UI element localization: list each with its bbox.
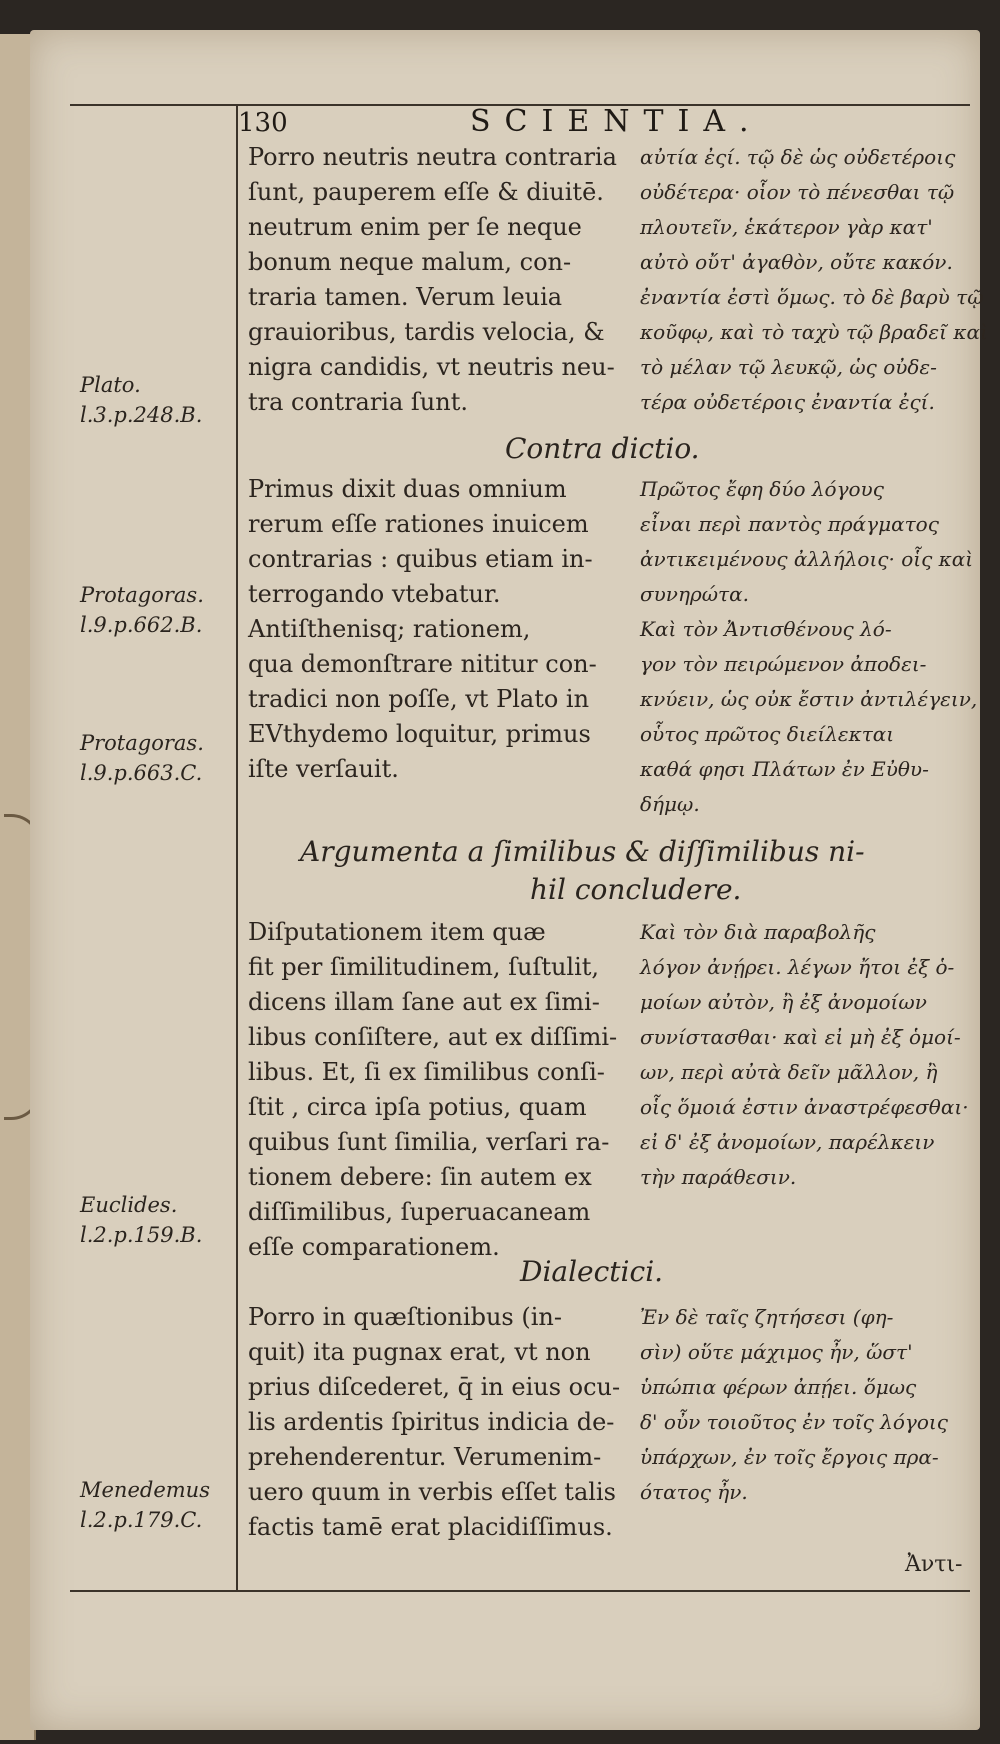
text-line: ἀντικειμένους ἀλλήλοις· οἷς καὶ (640, 547, 974, 571)
text-line: εἶναι περὶ παντὸς πράγματος (640, 512, 939, 536)
text-line: Καὶ τὸν διὰ παραβολῆς (640, 920, 876, 944)
text-line: grauioribus, tardis velocia, & (248, 318, 605, 346)
text-line: prius diſcederet, q̄ in eius ocu- (248, 1373, 621, 1401)
text-line: ων, περὶ αὐτὰ δεῖν μᾶλλον, ἢ (640, 1060, 938, 1084)
text-line: Porro neutris neutra contraria (248, 143, 617, 171)
margin-reference (80, 728, 204, 788)
text-line: lis ardentis ſpiritus indicia de- (248, 1408, 615, 1436)
text-line: diſſimilibus, ſuperuacaneam (248, 1198, 591, 1226)
latin-text-block (248, 1300, 621, 1545)
text-line: quibus ſunt ſimilia, verſari ra- (248, 1128, 610, 1156)
text-line: nigra candidis, vt neutris neu- (248, 353, 615, 381)
text-line: traria tamen. Verum leuia (248, 283, 563, 311)
text-line: libus. Et, ſi ex ſimilibus conſi- (248, 1058, 605, 1086)
text-line: γον τὸν πειρώμενον ἀποδει- (640, 652, 927, 676)
text-line: ſtit , circa ipſa potius, quam (248, 1093, 587, 1121)
reference-locus: l.2.p.179.C. (80, 1508, 203, 1532)
page-number: 130 (238, 108, 288, 138)
text-line: οἷς ὅμοιά ἐστιν ἀναστρέφεσθαι· (640, 1095, 969, 1119)
text-line: κνύειν, ὡς οὐκ ἔστιν ἀντιλέγειν, (640, 687, 978, 711)
text-line: dicens illam ſane aut ex ſimi- (248, 988, 600, 1016)
text-line: συνίστασθαι· καὶ εἰ μὴ ἐξ ὁμοί- (640, 1025, 961, 1049)
text-line: συνηρώτα. (640, 582, 749, 606)
margin-reference (80, 1190, 202, 1250)
section-heading: Contra dictio. (505, 432, 700, 465)
text-line: δήμῳ. (640, 792, 700, 816)
greek-text-block (640, 1300, 960, 1510)
latin-text-block (248, 472, 618, 787)
text-line: bonum neque malum, con- (248, 248, 572, 276)
text-line: fit per ſimilitudinem, ſuſtulit, (248, 953, 600, 981)
section-heading: Argumenta a ſimilibus & diſſimilibus ni- (300, 835, 865, 868)
text-line: Diſputationem item quæ (248, 918, 546, 946)
reference-locus: l.9.p.662.B. (80, 613, 203, 637)
text-line: κοῦφῳ, καὶ τὸ ταχὺ τῷ βραδεῖ καὶ (640, 320, 988, 344)
text-line: iſte verſauit. (248, 755, 399, 783)
text-line: Porro in quæſtionibus (in- (248, 1303, 562, 1331)
latin-text-block (248, 915, 618, 1265)
reference-author: Menedemus (80, 1478, 210, 1502)
text-line: αὐτὸ οὔτ' ἀγαθὸν, οὔτε κακόν. (640, 250, 953, 274)
text-line: EVthydemo loquitur, primus (248, 720, 591, 748)
latin-text-block (248, 140, 618, 420)
text-line: αὐτία ἐςί. τῷ δὲ ὡς οὐδετέροις (640, 145, 956, 169)
text-line: ſunt, pauperem eſſe & diuitē. (248, 178, 604, 206)
text-line: qua demonſtrare nititur con- (248, 650, 597, 678)
text-line: μοίων αὐτὸν, ἢ ἐξ ἀνομοίων (640, 990, 927, 1014)
section-heading: hil concludere. (530, 873, 742, 906)
margin-reference (80, 1475, 210, 1535)
text-line: ἐναντία ἐστὶ ὅμως. τὸ δὲ βαρὺ τῷ (640, 285, 984, 309)
margin-reference (80, 370, 202, 430)
reference-locus: l.2.p.159.B. (80, 1223, 203, 1247)
text-line: εἰ δ' ἐξ ἀνομοίων, παρέλκειν (640, 1130, 935, 1154)
text-line: uero quum in verbis eſſet talis (248, 1478, 616, 1506)
reference-author: Protagoras. (80, 731, 204, 755)
text-line: Καὶ τὸν Ἀντισθένους λό- (640, 617, 892, 641)
text-line: οὐδέτερα· οἷον τὸ πένεσθαι τῷ (640, 180, 955, 204)
reference-locus: l.3.p.248.B. (80, 403, 203, 427)
text-line: tionem debere: ſin autem ex (248, 1163, 592, 1191)
text-line: contrarias : quibus etiam in- (248, 545, 593, 573)
text-line: ὑπώπια φέρων ἀπῄει. ὅμως (640, 1375, 917, 1399)
text-line: τὴν παράθεσιν. (640, 1165, 797, 1189)
text-line: quit) ita pugnax erat, vt non (248, 1338, 591, 1366)
text-line: δ' οὖν τοιοῦτος ἐν τοῖς λόγοις (640, 1410, 948, 1434)
text-line: neutrum enim per ſe neque (248, 213, 582, 241)
reference-author: Euclides. (80, 1193, 178, 1217)
reference-author: Plato. (80, 373, 141, 397)
text-line: λόγον ἀνῄρει. λέγων ἤτοι ἐξ ὁ- (640, 955, 955, 979)
section-heading: Dialectici. (520, 1255, 664, 1288)
footer-rule (70, 1590, 970, 1592)
text-line: οὗτος πρῶτος διείλεκται (640, 722, 895, 746)
text-line: ὑπάρχων, ἐν τοῖς ἔργοις πρα- (640, 1445, 939, 1469)
text-line: καθά φησι Πλάτων ἐν Εὐθυ- (640, 757, 929, 781)
text-line: πλουτεῖν, ἑκάτερον γὰρ κατ' (640, 215, 933, 239)
running-head: SCIENTIA. (470, 104, 763, 139)
text-line: tradici non poſſe, vt Plato in (248, 685, 590, 713)
text-line: eſſe comparationem. (248, 1233, 500, 1261)
reference-locus: l.9.p.663.C. (80, 761, 203, 785)
margin-column-rule (236, 104, 238, 1592)
text-line: τέρα οὐδετέροις ἐναντία ἐςί. (640, 390, 935, 414)
reference-author: Protagoras. (80, 583, 204, 607)
text-line: tra contraria ſunt. (248, 388, 468, 416)
text-line: Ἐν δὲ ταῖς ζητήσεσι (φη- (640, 1305, 894, 1329)
text-line: terrogando vtebatur. (248, 580, 501, 608)
margin-reference (80, 580, 204, 640)
greek-text-block (640, 140, 988, 420)
text-line: τὸ μέλαν τῷ λευκῷ, ὡς οὐδε- (640, 355, 937, 379)
text-line: libus conſiſtere, aut ex diſſimi- (248, 1023, 618, 1051)
text-line: ότατος ἦν. (640, 1480, 748, 1504)
greek-text-block (640, 472, 978, 822)
text-line: factis tamē erat placidiſſimus. (248, 1513, 613, 1541)
greek-text-block (640, 915, 969, 1195)
text-line: Primus dixit duas omnium (248, 475, 567, 503)
text-line: Antiſthenisq; rationem, (248, 615, 531, 643)
text-line: prehenderentur. Verumenim- (248, 1443, 602, 1471)
text-line: rerum eſſe rationes inuicem (248, 510, 589, 538)
catchword: Ἀντι- (905, 1552, 963, 1577)
text-line: σὶν) οὕτε μάχιμος ἦν, ὥστ' (640, 1340, 913, 1364)
text-line: Πρῶτος ἔφη δύο λόγους (640, 477, 884, 501)
